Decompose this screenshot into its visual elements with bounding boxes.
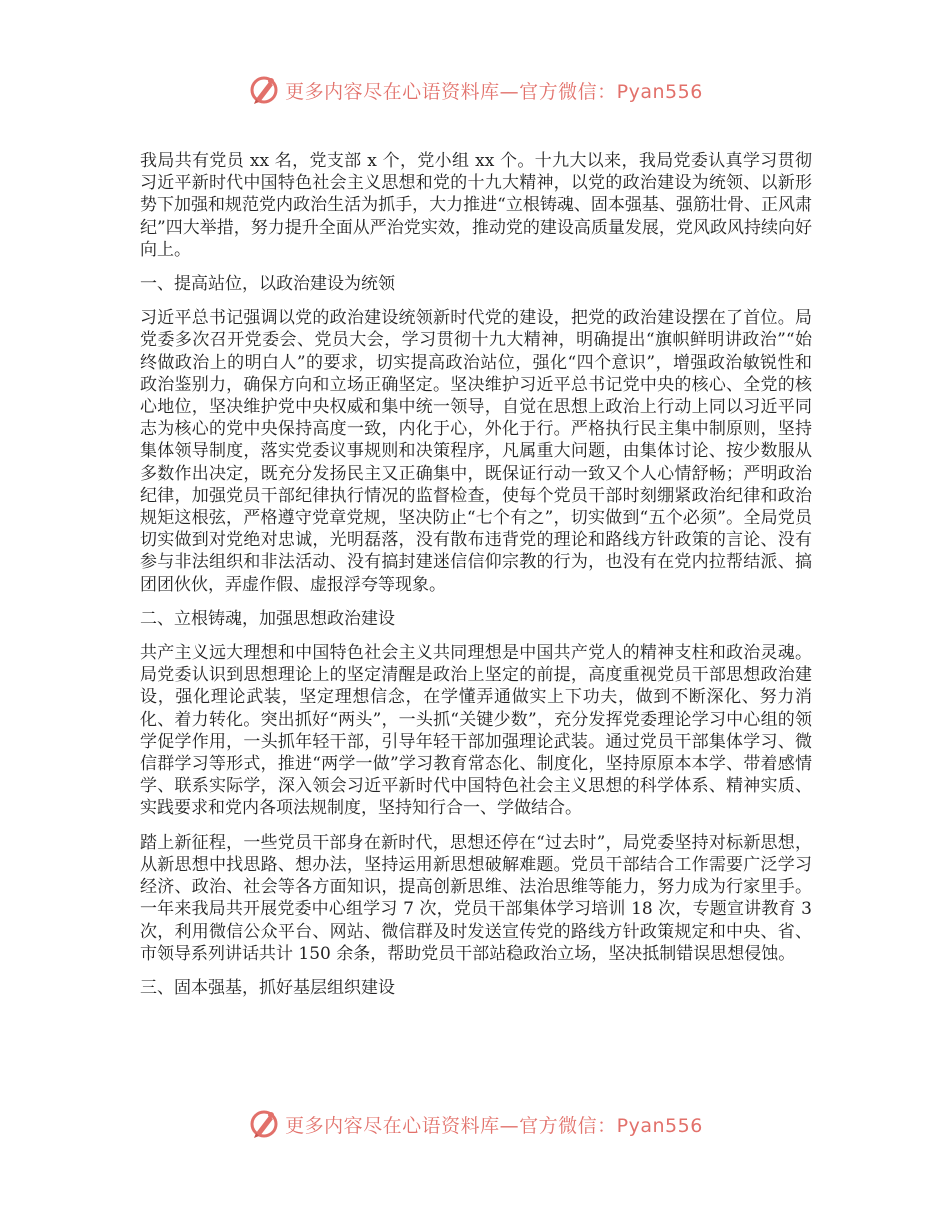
- section-2-paragraph-1: 共产主义远大理想和中国特色社会主义共同理想是中国共产党人的精神支柱和政治灵魂。局党委认识到思想理论上的坚定清醒是政治上坚定的前提，高度重视党员干部思想政治建设，强化理论武装，坚定理想信念，在学懂弄通做实上下功夫，做到不断深化、努力消化、着力转化。突出抓好“两头”，一头抓“关键少数”，充分发挥党委理论学习中心组的领学促学作用，一头抓年轻干部，引导年轻干部加强理论武装。通过党员干部集体学习、微信群学习等形式，推进“两学一做”学习教育常态化、制度化，坚持原原本本学、带着感情学、联系实际学，深入领会习近平新时代中国特色社会主义思想的科学体系、精神实质、实践要求和党内各项法规制度，坚持知行合一、学做结合。: [140, 643, 812, 819]
- intro-paragraph: 我局共有党员 xx 名，党支部 x 个，党小组 xx 个。十九大以来，我局党委认真学习贯彻习近平新时代中国特色社会主义思想和党的十九大精神，以党的政治建设为统领、以新形势下加强和规范党内政治生活为抓手，大力推进“立根铸魂、固本强基、强筋壮骨、正风肃纪”四大举措，努力提升全面从严治党实效，推动党的建设高质量发展，党风政风持续向好向上。: [140, 151, 812, 260]
- section-heading-1: 一、提高站位，以政治建设为统领: [140, 274, 395, 295]
- section-heading-3: 三、固本强基，抓好基层组织建设: [140, 977, 395, 998]
- header-banner: [0, 70, 950, 110]
- footer-banner: [0, 1104, 950, 1144]
- header-banner-text: 更多内容尽在心语资料库—官方微信：Pyan556: [285, 80, 703, 103]
- document-body: [140, 150, 812, 1011]
- footer-banner-text: 更多内容尽在心语资料库—官方微信：Pyan556: [285, 1114, 703, 1137]
- pen-logo-icon: [247, 73, 281, 107]
- section-1-paragraph: 习近平总书记强调以党的政治建设统领新时代党的建设，把党的政治建设摆在了首位。局党委多次召开党委会、党员大会，学习贯彻十九大精神，明确提出“旗帜鲜明讲政治”“始终做政治上的明白人”的要求，切实提高政治站位，强化“四个意识”，增强政治敏锐性和政治鉴别力，确保方向和立场正确坚定。坚决维护习近平总书记党中央的核心、全党的核心地位，坚决维护党中央权威和集中统一领导，自觉在思想上政治上行动上同以习近平同志为核心的党中央保持高度一致，内化于心，外化于行。严格执行民主集中制原则，坚持集体领导制度，落实党委议事规则和决策程序，凡属重大问题，由集体讨论、按少数服从多数作出决定，既充分发扬民主又正确集中，既保证行动一致又个人心情舒畅；严明政治纪律，加强党员干部纪律执行情况的监督检查，使每个党员干部时刻绷紧政治纪律和政治规矩这根弦，严格遵守党章党规，坚决防止“七个有之”，切实做到“五个必须”。全局党员切实做到对党绝对忠诚，光明磊落，没有散布违背党的理论和路线方针政策的言论、没有参与非法组织和非法活动、没有搞封建迷信信仰宗教的行为，也没有在党内拉帮结派、搞团团伙伙，弄虚作假、虚报浮夸等现象。: [140, 308, 812, 595]
- pen-logo-icon: [247, 1107, 281, 1141]
- section-heading-2: 二、立根铸魂，加强思想政治建设: [140, 608, 395, 629]
- section-2-paragraph-2: 踏上新征程，一些党员干部身在新时代，思想还停在“过去时”，局党委坚持对标新思想，从新思想中找思路、想办法，坚持运用新思想破解难题。党员干部结合工作需要广泛学习经济、政治、社会等各方面知识，提高创新思维、法治思维等能力，努力成为行家里手。一年来我局共开展党委中心组学习 7 次，党员干部集体学习培训 18 次，专题宣讲教育 3 次，利用微信公众平台、网站、微信群及时发送宣传党的路线方针政策规定和中央、省、市领导系列讲话共计 150 余条，帮助党员干部站稳政治立场，坚决抵制错误思想侵蚀。: [140, 832, 812, 964]
